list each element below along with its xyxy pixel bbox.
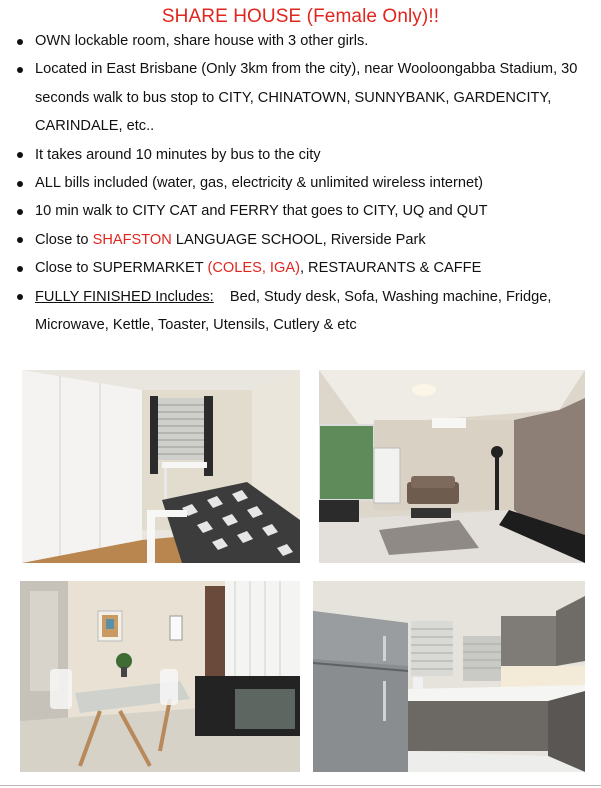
list-item-text: ALL bills included (water, gas, electricity & unlimited wireless internet)	[35, 175, 484, 192]
list-item	[0, 141, 601, 169]
feature-list	[0, 27, 601, 339]
highlight-text: (COLES, IGA)	[207, 260, 300, 277]
dining-room-photo	[20, 581, 300, 772]
list-item-text: OWN lockable room, share house with 3 other girls.	[35, 33, 369, 49]
list-item-text: Located in East Brisbane (Only 3km from the city), near Wooloongabba Stadium, 30 seconds walk to bus stop to CITY, CHINATOWN, SUNNYBANK, GARDENCITY, CARINDALE, etc..	[35, 61, 578, 135]
list-item-text: It takes around 10 minutes by bus to the city	[35, 146, 321, 163]
list-item	[0, 55, 601, 140]
list-item-text: LANGUAGE SCHOOL, Riverside Park	[171, 231, 426, 248]
list-item-text: Close to SUPERMARKET	[35, 260, 208, 277]
list-item-text: Bed, Study desk, Sofa, Washing machine, Fridge, Microwave, Kettle, Toaster, Utensils, Cutlery & etc	[35, 288, 556, 334]
list-item	[0, 197, 601, 225]
bedroom-photo	[22, 370, 300, 563]
list-item-text: 10 min walk to CITY CAT and FERRY that goes to CITY, UQ and QUT	[35, 203, 488, 220]
living-room-photo	[319, 370, 585, 563]
list-item	[0, 27, 601, 55]
list-item-text: , RESTAURANTS & CAFFE	[299, 260, 482, 277]
highlight-text: SHAFSTON	[92, 231, 172, 248]
bottom-divider	[0, 785, 601, 786]
underlined-heading: FULLY FINISHED Includes:	[35, 288, 214, 305]
list-item	[0, 169, 601, 197]
list-item	[0, 254, 601, 282]
page-title: SHARE HOUSE (Female Only)!!	[161, 6, 440, 27]
list-item	[0, 283, 601, 340]
list-item-text: Close to	[35, 231, 93, 248]
list-item	[0, 226, 601, 254]
kitchen-photo	[313, 581, 585, 772]
